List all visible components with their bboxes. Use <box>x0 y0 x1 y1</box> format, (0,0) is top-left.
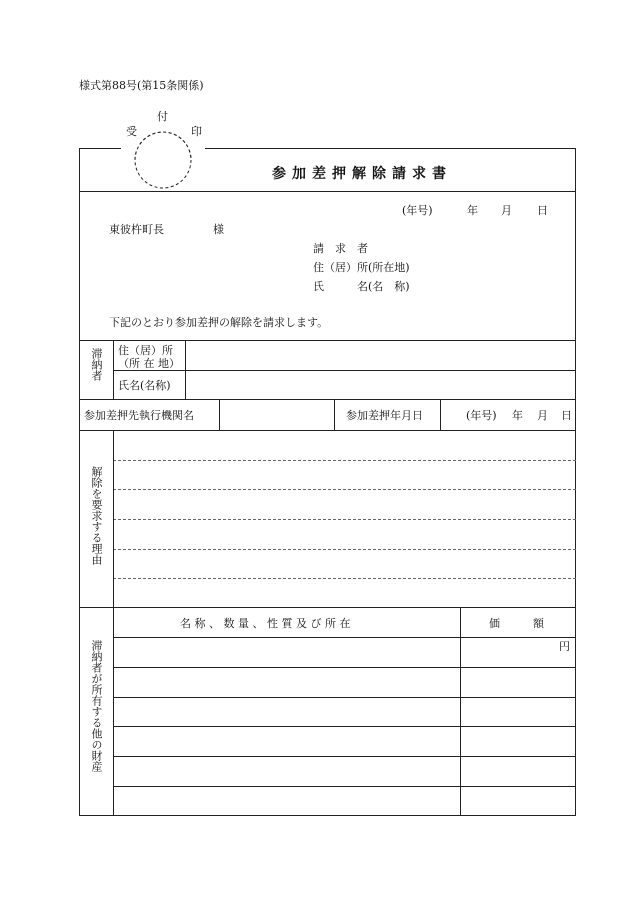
property-price-field[interactable] <box>461 638 575 815</box>
delinquent-section-label: 滞納者 <box>90 348 103 381</box>
requester-name-label-a: 氏 <box>313 280 324 293</box>
form-number: 様式第88号(第15条関係) <box>79 79 204 92</box>
property-yen-unit: 円 <box>559 640 570 653</box>
agency-label: 参加差押先執行機関名 <box>84 409 194 422</box>
stamp-circle-overlay <box>79 132 209 192</box>
attachment-date-era: (年号) <box>466 409 497 422</box>
stamp-uke: 受 <box>126 125 137 138</box>
addressee-suffix: 様 <box>213 223 224 236</box>
delinquent-name-field[interactable] <box>186 371 575 398</box>
reason-section-label: 解除を要求する理由 <box>90 466 103 565</box>
requester-label: 請 求 者 <box>313 242 368 255</box>
addressee-name: 東彼杵町長 <box>109 223 164 236</box>
requester-name-label-b: 名(名 称) <box>357 280 410 293</box>
request-statement: 下記のとおり参加差押の解除を請求します。 <box>109 316 329 329</box>
property-desc-field[interactable] <box>114 638 459 815</box>
date-month: 月 <box>501 204 512 217</box>
stamp-in: 印 <box>191 125 202 138</box>
requester-address-label: 住（居）所(所在地) <box>313 261 410 274</box>
delinquent-address-field[interactable] <box>186 341 575 369</box>
date-year: 年 <box>467 204 478 217</box>
stamp-tsuke: 付 <box>157 110 168 123</box>
agency-field[interactable] <box>220 400 333 429</box>
delinquent-name-label: 氏名(名称) <box>118 379 171 392</box>
property-section-label: 滞納者が所有する他の財産 <box>90 640 103 772</box>
attachment-date-label: 参加差押年月日 <box>346 409 423 422</box>
property-col-desc: 名 称 、 数 量 、 性 質 及 び 所 在 <box>180 617 351 630</box>
delinquent-address-label-2: （所 在 地） <box>118 357 180 370</box>
reason-field[interactable] <box>114 431 575 606</box>
property-col-price: 価 額 <box>489 617 544 630</box>
date-era: (年号) <box>402 204 433 217</box>
attachment-date-year: 年 <box>512 409 523 422</box>
form-title: 参加差押解除請求書 <box>272 166 452 182</box>
attachment-date-month: 月 <box>537 409 548 422</box>
attachment-date-day: 日 <box>561 409 572 422</box>
delinquent-address-label-1: 住（居）所 <box>118 344 173 357</box>
date-day: 日 <box>537 204 548 217</box>
